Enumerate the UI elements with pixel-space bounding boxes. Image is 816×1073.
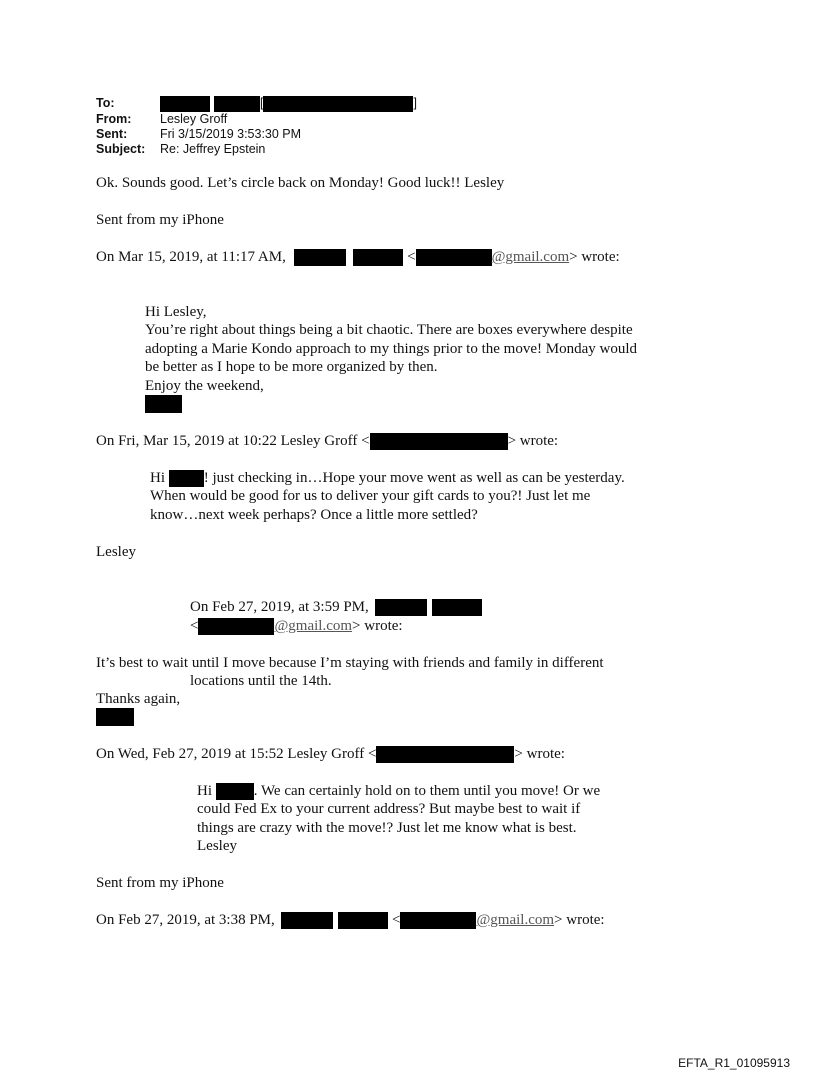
redaction-block <box>216 783 254 800</box>
to-label: To: <box>96 96 115 110</box>
msg4-line1: . We can certainly hold on to them until you move! Or we <box>253 783 601 799</box>
sent-row <box>96 127 417 142</box>
sent-from-iphone: Sent from my iPhone <box>96 212 224 228</box>
quote-header-text: On Wed, Feb 27, 2019 at 15:52 Lesley Groff < <box>96 746 377 762</box>
redaction-block <box>370 433 508 450</box>
redaction-block <box>375 599 427 616</box>
to-bracket-open: [ <box>260 96 264 110</box>
msg1-line: be better as I hope to be more organized by then. <box>145 359 438 375</box>
redaction-block <box>96 708 134 726</box>
quote-lt: < <box>190 618 199 634</box>
email-link[interactable]: @gmail.com <box>491 249 570 265</box>
quote-lt: < <box>392 912 401 928</box>
redaction-block <box>294 249 346 266</box>
quote-wrote: > wrote: <box>514 746 565 762</box>
quote-header-3 <box>190 598 482 617</box>
redaction-block <box>169 470 204 487</box>
msg2-line: know…next week perhaps? Once a little more settled? <box>150 507 478 523</box>
redaction-block <box>353 249 403 266</box>
quote-header-5 <box>96 911 605 930</box>
quote-wrote: > wrote: <box>352 618 403 634</box>
redaction-block <box>281 912 333 929</box>
quote-header-text: On Mar 15, 2019, at 11:17 AM, <box>96 249 286 265</box>
msg4-signature: Lesley <box>197 838 237 854</box>
quote-wrote: > wrote: <box>507 433 559 449</box>
redaction-block <box>160 96 210 112</box>
redaction-block <box>400 912 476 929</box>
msg3-line: It’s best to wait until I move because I’m staying with friends and family in different <box>96 655 604 671</box>
msg2-line <box>150 469 625 488</box>
msg2-line1: ! just checking in…Hope your move went as well as can be yesterday. <box>203 470 625 486</box>
redaction-block <box>376 746 514 763</box>
quote-header-2 <box>96 432 558 451</box>
quote-header-text: On Fri, Mar 15, 2019 at 10:22 Lesley Groff < <box>96 433 370 449</box>
msg3-line: locations until the 14th. <box>190 673 332 689</box>
sent-value: Fri 3/15/2019 3:53:30 PM <box>160 127 302 141</box>
redaction-block <box>338 912 388 929</box>
redaction-block <box>214 96 260 112</box>
quote-lt: < <box>407 249 416 265</box>
email-link[interactable]: @gmail.com <box>274 618 353 634</box>
subject-row <box>96 142 417 157</box>
quote-header-3-cont <box>190 617 403 636</box>
redaction-block <box>145 395 182 413</box>
subject-label: Subject: <box>96 142 146 156</box>
msg2-hi: Hi <box>150 470 165 486</box>
msg1-line: adopting a Marie Kondo approach to my things prior to the move! Monday would <box>145 341 637 357</box>
to-row <box>96 96 417 112</box>
msg4-line <box>197 782 600 801</box>
lesley-signature: Lesley <box>96 544 136 560</box>
from-row <box>96 112 417 127</box>
quote-wrote: > wrote: <box>554 912 605 928</box>
msg1-greeting: Hi Lesley, <box>145 304 207 320</box>
quote-header-text: On Feb 27, 2019, at 3:38 PM, <box>96 912 275 928</box>
quote-header-1 <box>96 248 620 267</box>
subject-value: Re: Jeffrey Epstein <box>160 142 266 156</box>
from-label: From: <box>96 112 132 126</box>
from-value: Lesley Groff <box>160 112 228 126</box>
to-bracket-close: ] <box>413 96 417 110</box>
redaction-block <box>432 599 482 616</box>
email-header <box>96 96 417 157</box>
msg2-line: When would be good for us to deliver your gift cards to you?! Just let me <box>150 488 591 504</box>
redaction-block <box>263 96 413 112</box>
msg1-signoff: Enjoy the weekend, <box>145 378 264 394</box>
email-link[interactable]: @gmail.com <box>476 912 555 928</box>
msg4-line: could Fed Ex to your current address? But maybe best to wait if <box>197 801 581 817</box>
document-id: EFTA_R1_01095913 <box>678 1056 790 1070</box>
msg4-hi: Hi <box>197 783 212 799</box>
quote-wrote: > wrote: <box>569 249 620 265</box>
msg4-line: things are crazy with the move!? Just let me know what is best. <box>197 820 577 836</box>
reply-line: Ok. Sounds good. Let’s circle back on Monday! Good luck!! Lesley <box>96 175 505 191</box>
quote-header-4 <box>96 745 565 764</box>
sent-from-iphone: Sent from my iPhone <box>96 875 224 891</box>
msg1-line: You’re right about things being a bit chaotic. There are boxes everywhere despite <box>145 322 633 338</box>
sent-label: Sent: <box>96 127 128 141</box>
redaction-block <box>416 249 492 266</box>
redaction-block <box>198 618 274 635</box>
quote-header-text: On Feb 27, 2019, at 3:59 PM, <box>190 599 369 615</box>
msg3-thanks: Thanks again, <box>96 691 181 707</box>
